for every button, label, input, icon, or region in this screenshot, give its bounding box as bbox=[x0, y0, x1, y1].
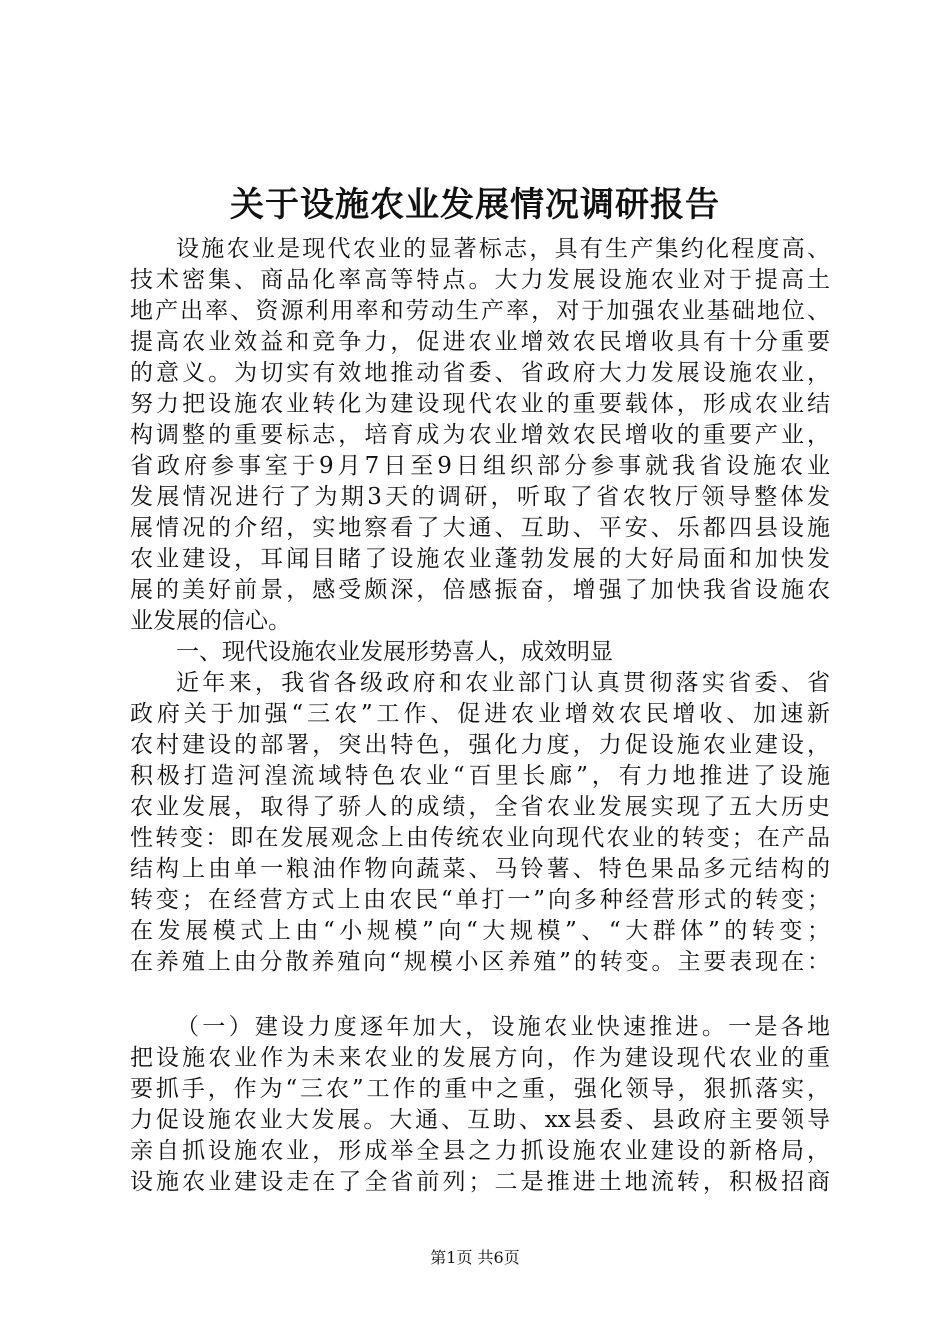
text-line: 一、现代设施农业发展形势喜人，成效明显 bbox=[176, 639, 613, 665]
text-line: 展情况的介绍，实地察看了大通、互助、平安、乐都四县设施 bbox=[130, 515, 830, 541]
text-line: 在发展模式上由“小规模”向“大规模”、“大群体”的转变； bbox=[130, 918, 830, 944]
text-line: 展的美好前景，感受颇深，倍感振奋，增强了加快我省设施农 bbox=[130, 577, 830, 603]
text-line: 设施农业是现代农业的显著标志，具有生产集约化程度高、 bbox=[176, 236, 830, 262]
text-line: 农业建设，耳闻目睹了设施农业蓬勃发展的大好局面和加快发 bbox=[130, 546, 830, 572]
text-line: 业发展的信心。 bbox=[130, 608, 291, 634]
text-line: （一）建设力度逐年加大，设施农业快速推进。一是各地 bbox=[176, 1014, 830, 1040]
text-line: 力促设施农业大发展。大通、互助、xx县委、县政府主要领导 bbox=[130, 1107, 830, 1133]
text-line: 地产出率、资源利用率和劳动生产率，对于加强农业基础地位、 bbox=[130, 298, 830, 324]
text-line: 亲自抓设施农业，形成举全县之力抓设施农业建设的新格局， bbox=[130, 1138, 830, 1164]
text-line: 构调整的重要标志，培育成为农业增效农民增收的重要产业， bbox=[130, 422, 830, 448]
text-line: 转变；在经营方式上由农民“单打一”向多种经营形式的转变； bbox=[130, 887, 830, 913]
text-line bbox=[130, 978, 830, 1012]
text-line: 农业发展，取得了骄人的成绩，全省农业发展实现了五大历史 bbox=[130, 794, 830, 820]
text-line: 的意义。为切实有效地推动省委、省政府大力发展设施农业， bbox=[130, 360, 830, 386]
document-body bbox=[130, 234, 830, 1198]
text-line: 设施农业建设走在了全省前列；二是推进土地流转，积极招商 bbox=[130, 1169, 830, 1195]
text-line: 要抓手，作为“三农”工作的重中之重，强化领导，狠抓落实， bbox=[130, 1076, 830, 1102]
text-line: 把设施农业作为未来农业的发展方向，作为建设现代农业的重 bbox=[130, 1045, 830, 1071]
text-line: 近年来，我省各级政府和农业部门认真贯彻落实省委、省 bbox=[176, 670, 830, 696]
text-line: 在养殖上由分散养殖向“规模小区养殖”的转变。主要表现在： bbox=[130, 949, 830, 975]
text-line: 政府关于加强“三农”工作、促进农业增效农民增收、加速新 bbox=[130, 701, 830, 727]
text-line: 努力把设施农业转化为建设现代农业的重要载体，形成农业结 bbox=[130, 391, 830, 417]
text-line: 性转变：即在发展观念上由传统农业向现代农业的转变；在产品 bbox=[130, 825, 830, 851]
page-footer: 第1页 共6页 bbox=[430, 1248, 520, 1267]
text-line: 农村建设的部署，突出特色，强化力度，力促设施农业建设， bbox=[130, 732, 830, 758]
text-line: 提高农业效益和竞争力，促进农业增效农民增收具有十分重要 bbox=[130, 329, 830, 355]
document-title: 关于设施农业发展情况调研报告 bbox=[230, 185, 720, 225]
text-line: 积极打造河湟流域特色农业“百里长廊”，有力地推进了设施 bbox=[130, 763, 830, 789]
text-line: 技术密集、商品化率高等特点。大力发展设施农业对于提高土 bbox=[130, 267, 830, 293]
text-line: 省政府参事室于9月7日至9日组织部分参事就我省设施农业 bbox=[130, 453, 830, 479]
text-line: 发展情况进行了为期3天的调研，听取了省农牧厅领导整体发 bbox=[130, 484, 830, 510]
text-line: 结构上由单一粮油作物向蔬菜、马铃薯、特色果品多元结构的 bbox=[130, 856, 830, 882]
